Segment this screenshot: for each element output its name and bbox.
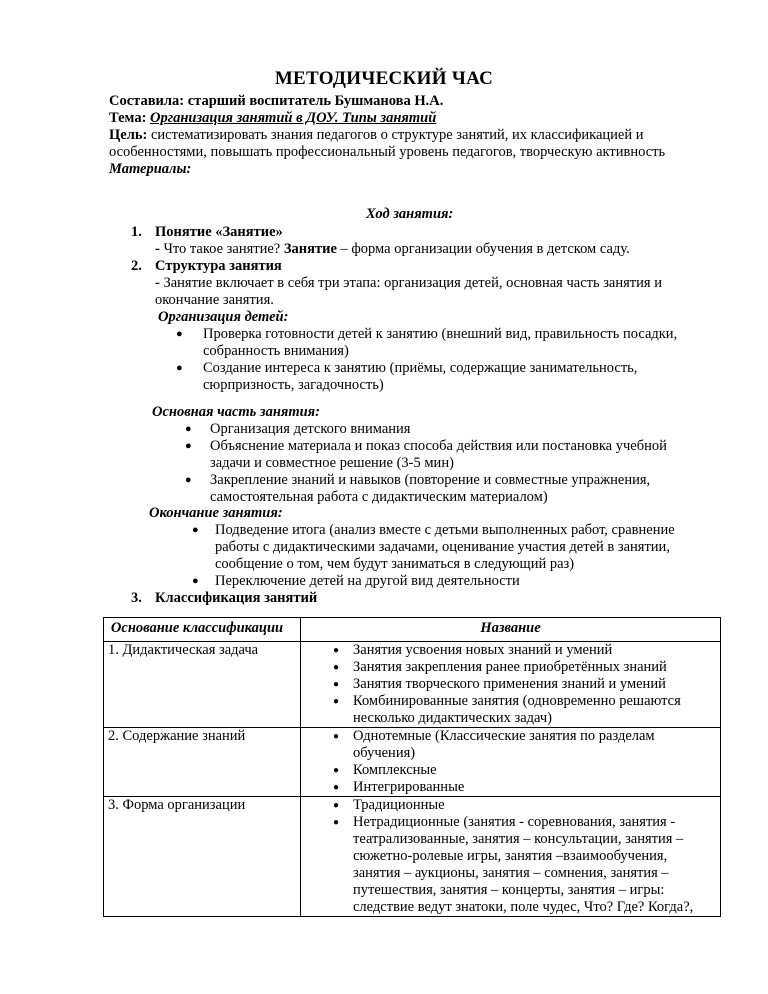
main-item-3-line-2: самостоятельная работа с дидактическим материалом) bbox=[210, 489, 548, 505]
bullet-icon: ● bbox=[176, 362, 183, 374]
table-cell-basis: 3. Форма организации bbox=[104, 797, 301, 917]
org-item-2-line-1: Создание интереса к занятию (приёмы, содержащие занимательность, bbox=[203, 360, 638, 376]
main-item-1: Организация детского внимания bbox=[210, 421, 411, 437]
goal-line bbox=[109, 127, 719, 144]
main-item-2-line-2: задачи и совместное решение (3-5 мин) bbox=[210, 455, 454, 471]
table-header-row bbox=[104, 618, 721, 642]
topic-label: Тема: bbox=[109, 110, 147, 126]
table-cell-basis: 1. Дидактическая задача bbox=[104, 642, 301, 728]
section-1-dash: - bbox=[155, 241, 160, 257]
list-item: ● Традиционные bbox=[353, 797, 714, 814]
end-item-2: Переключение детей на другой вид деятельности bbox=[215, 573, 520, 589]
section-1-number: 1. bbox=[131, 224, 142, 240]
section-1-term: Занятие bbox=[283, 241, 337, 257]
list-item: ● Комбинированные занятия (одновременно решаются несколько дидактических задач) bbox=[353, 693, 714, 727]
section-2-text-2: окончание занятия. bbox=[155, 292, 274, 308]
section-2-title: Структура занятия bbox=[155, 258, 282, 274]
section-3-title: Классификация занятий bbox=[155, 590, 318, 606]
course-heading: Ход занятия: bbox=[366, 206, 454, 222]
org-item-2-line-2: сюрпризность, загадочность) bbox=[203, 377, 384, 393]
section-1-title: Понятие «Занятие» bbox=[155, 224, 283, 240]
end-item-1-line-3: сообщение о том, чем будут заниматься в следующий раз) bbox=[215, 556, 575, 572]
topic-value: Организация занятий в ДОУ. Типы занятий bbox=[150, 110, 437, 126]
table-row bbox=[104, 728, 721, 797]
list bbox=[309, 728, 720, 796]
goal-label: Цель: bbox=[109, 127, 148, 143]
main-part-heading: Основная часть занятия: bbox=[152, 404, 320, 420]
list-item: ● Однотемные (Классические занятия по разделам обучения) bbox=[353, 728, 714, 762]
list-item: ● Интегрированные bbox=[353, 779, 714, 796]
list-item: ● Занятия закрепления ранее приобретённых знаний bbox=[353, 659, 714, 676]
list-item: ● Занятия творческого применения знаний и умений bbox=[353, 676, 714, 693]
table-row bbox=[104, 797, 721, 917]
goal-text-1: систематизировать знания педагогов о структуре занятий, их классификацией и bbox=[147, 127, 644, 143]
bullet-icon: ● bbox=[185, 440, 192, 452]
org-item-1-line-1: Проверка готовности детей к занятию (внешний вид, правильность посадки, bbox=[203, 326, 678, 342]
section-2-number: 2. bbox=[131, 258, 142, 274]
materials-label: Материалы: bbox=[109, 161, 192, 177]
section-2-line-1: Занятие включает в себя три этапа: организация детей, основная часть занятия и bbox=[159, 275, 662, 291]
page-title: МЕТОДИЧЕСКИЙ ЧАС bbox=[274, 68, 494, 89]
org-item-1-line-2: собранность внимания) bbox=[203, 343, 349, 359]
bullet-icon: ● bbox=[176, 328, 183, 340]
end-heading: Окончание занятия: bbox=[149, 505, 283, 521]
list bbox=[309, 797, 720, 916]
table-cell-items bbox=[301, 728, 721, 797]
list bbox=[309, 642, 720, 727]
goal-text-2: особенностями, повышать профессиональный уровень педагогов, творческую активность bbox=[109, 144, 666, 160]
section-1-text bbox=[155, 241, 630, 258]
topic-line bbox=[109, 110, 719, 127]
bullet-icon: ● bbox=[185, 474, 192, 486]
list-item: ● Комплексные bbox=[353, 762, 714, 779]
main-item-2-line-1: Объяснение материала и показ способа действия или постановка учебной bbox=[210, 438, 667, 454]
section-1-text-b: – форма организации обучения в детском саду. bbox=[336, 241, 630, 257]
table-row bbox=[104, 642, 721, 728]
table-header-basis: Основание классификации bbox=[104, 618, 301, 642]
bullet-icon: ● bbox=[192, 575, 199, 587]
section-3-number: 3. bbox=[131, 590, 142, 606]
list-item: ● Занятия усвоения новых знаний и умений bbox=[353, 642, 714, 659]
section-2-text-1 bbox=[155, 275, 662, 292]
section-2-dash: - bbox=[155, 275, 160, 291]
end-item-1-line-2: работы с дидактическими задачами, оценивание участия детей в занятии, bbox=[215, 539, 670, 555]
table-header-name: Название bbox=[301, 618, 721, 642]
main-item-3-line-1: Закрепление знаний и навыков (повторение и совместные упражнения, bbox=[210, 472, 651, 488]
classification-table bbox=[103, 617, 721, 917]
table-cell-items bbox=[301, 797, 721, 917]
end-item-1-line-1: Подведение итога (анализ вместе с детьми выполненных работ, сравнение bbox=[215, 522, 675, 538]
compiled-by: Составила: старший воспитатель Бушманова Н.А. bbox=[109, 93, 444, 109]
section-1-text-a: Что такое занятие? bbox=[159, 241, 284, 257]
org-heading: Организация детей: bbox=[158, 309, 289, 325]
bullet-icon: ● bbox=[192, 524, 199, 536]
table-cell-items bbox=[301, 642, 721, 728]
list-item: ● Нетрадиционные (занятия - соревнования, занятия - театрализованные, занятия – консультации, занятия – сюжетно-ролевые игры, занятия –взаимообучения, занятия – аукционы, занятия – сомнения, занятия – путешествия, занятия – концерты, занятия – игры: следствие ведут знатоки, поле чудес, Что? Где? Когда?, bbox=[353, 814, 714, 916]
bullet-icon: ● bbox=[185, 423, 192, 435]
table-cell-basis: 2. Содержание знаний bbox=[104, 728, 301, 797]
